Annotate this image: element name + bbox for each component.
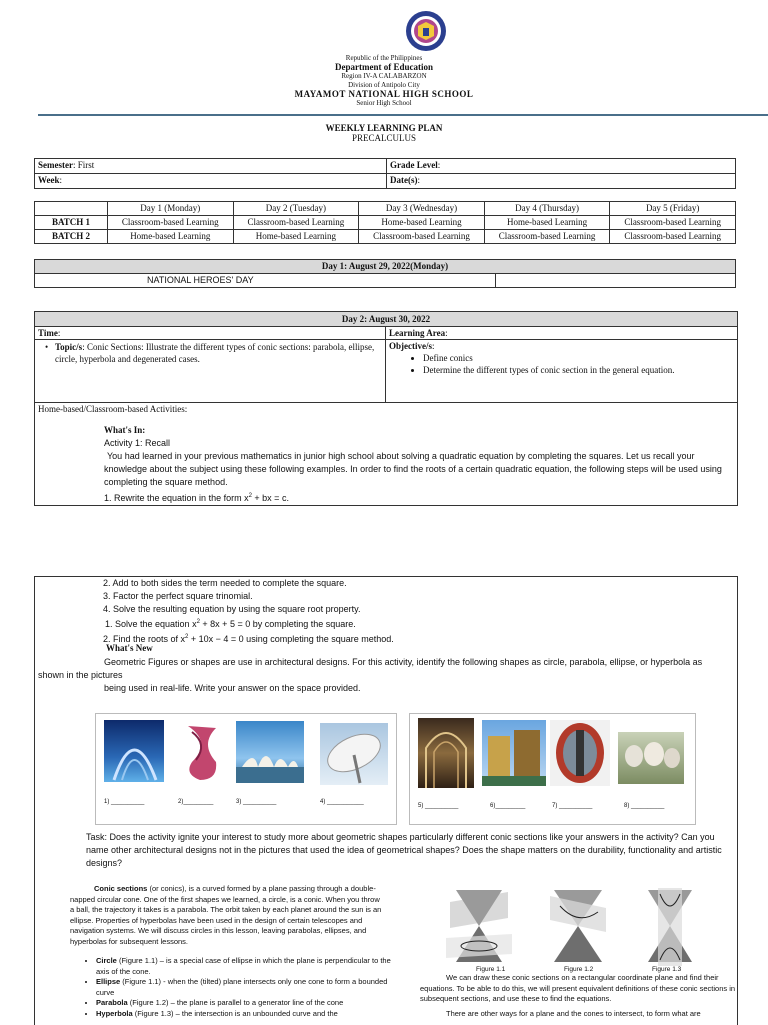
objectives-colon: : xyxy=(432,341,435,351)
day2-heading: Day 2: August 30, 2022 xyxy=(35,312,737,327)
building-photo-4 xyxy=(320,723,388,785)
topic-text: : Conic Sections: Illustrate the different types of conic sections: parabola, ellipse, circle, hyperbola and degenerated cases. xyxy=(55,342,375,364)
schedule-cell: Classroom-based Learning xyxy=(359,230,485,244)
cone-figure-2 xyxy=(548,888,608,966)
batch-label: BATCH 2 xyxy=(35,230,108,244)
topic-label: Topic/s xyxy=(55,342,83,352)
building-photo-3 xyxy=(236,721,304,783)
day1-heading: Day 1: August 29, 2022(Monday) xyxy=(35,260,736,274)
answer-blank[interactable]: 7) __________ xyxy=(552,803,593,809)
objective-item: • Define conics xyxy=(423,352,739,364)
schedule-table xyxy=(34,201,736,244)
batch-label: BATCH 1 xyxy=(35,216,108,230)
answer-blank[interactable]: 2)_________ xyxy=(178,799,214,805)
objectives-label: Objective/s xyxy=(389,341,432,351)
building-photo-6 xyxy=(482,720,546,786)
day-header: Day 2 (Tuesday) xyxy=(233,202,359,216)
schedule-cell: Home-based Learning xyxy=(108,230,234,244)
schedule-cell: Home-based Learning xyxy=(233,230,359,244)
plan-title: WEEKLY LEARNING PLAN xyxy=(325,123,443,133)
whats-new-heading: What's New xyxy=(106,643,153,653)
header-region: Region IV-A CALABARZON xyxy=(341,72,427,80)
conic-right-paragraph: We can draw these conic sections on a rectangular coordinate plane and find their equations. To be able to do this, we will present equivalent definitions of these conic sections in subsequent sections, and use these to find the equations. xyxy=(420,973,736,1003)
schedule-cell: Classroom-based Learning xyxy=(233,216,359,230)
schedule-cell: Classroom-based Learning xyxy=(108,216,234,230)
conic-right-paragraph-2: There are other ways for a plane and the cones to intersect, to form what are xyxy=(446,1009,701,1018)
header-division: Division of Antipolo City xyxy=(348,81,420,89)
info-table xyxy=(34,158,736,189)
building-photo-1 xyxy=(104,720,164,782)
figure-caption: Figure 1.2 xyxy=(564,966,594,973)
schedule-cell: Home-based Learning xyxy=(484,216,610,230)
conic-text: (or conics), is a curved formed by a plane passing through a double-napped circular cone. One of the first shapes we learned, a circle, is a conic. When you throw a ball, the trajectory it takes is a parabola. The orbit taken by each planet around the sun is an ellipse. Properties of hyperbolas have been used in the design of certain telescopes and navigation systems. We will discuss circles in this lesson, leaving parabolas, ellipses, and hyperbolas for subsequent lessons. xyxy=(70,884,382,946)
conic-item: • Parabola (Figure 1.2) – the plane is parallel to a generator line of the cone xyxy=(96,998,396,1009)
cone-figure-1 xyxy=(446,888,512,966)
time-label: Time xyxy=(38,328,58,338)
whats-new-paragraph-2: being used in real-life. Write your answer on the space provided. xyxy=(104,683,361,693)
activity-title: Activity 1: Recall xyxy=(104,438,171,448)
conic-lead: Conic sections xyxy=(94,884,148,893)
conic-item: • Hyperbola (Figure 1.3) – the intersection is an unbounded curve and the xyxy=(96,1009,396,1020)
cone-figure-3 xyxy=(642,888,698,966)
example1-sup: 2 xyxy=(196,619,200,625)
area-value: : xyxy=(445,328,448,338)
grade-value: : xyxy=(437,160,441,170)
example2-text: 2. Find the roots of x xyxy=(103,634,186,644)
schedule-cell: Classroom-based Learning xyxy=(610,230,736,244)
example2-end: + 10x − 4 = 0 using completing the square method. xyxy=(188,634,394,644)
day-header: Day 5 (Friday) xyxy=(610,202,736,216)
header-divider xyxy=(38,114,768,116)
day1-table xyxy=(34,259,736,288)
step1-text: 1. Rewrite the equation in the form x xyxy=(104,493,249,503)
step1-sup: 2 xyxy=(248,493,252,499)
step-item: 2. Add to both sides the term needed to complete the square. xyxy=(103,578,347,588)
conic-paragraph xyxy=(70,884,382,947)
schedule-cell: Classroom-based Learning xyxy=(610,216,736,230)
whats-in-heading: What's In xyxy=(104,425,143,435)
objective-item: • Determine the different types of conic section in the general equation. xyxy=(423,364,739,376)
day2-section: Day 2: August 30, 2022 Time: Learning Area: • Topic/s: Conic Sections: Illustrate the different types of conic sections: parabola, ellipse, circle, hyperbola and degenerated cases. Objective/s: • Define conics • Determine the different types of conic section in the general equation. Home-based/Classroom-based Activities: What's In: Activity 1: Recall You had learned in your previous mathematics in junior high school about solving a quadratic equation by completing the squares. Let us recall your knowledge about the subject using these following examples. In order to find the roots of a certain quadratic equation, the following steps will be used using completing the square method. 1. Rewrite the equation in the form $x^2$ + bx = c. xyxy=(34,311,738,506)
week-value: : xyxy=(59,175,63,185)
answer-blank[interactable]: 3) __________ xyxy=(236,799,277,805)
semester-label: Semester xyxy=(38,160,73,170)
building-photo-5 xyxy=(418,718,474,788)
whats-in-paragraph: You had learned in your previous mathematics in junior high school about solving a quadratic equation by completing the squares. Let us recall your knowledge about the subject using these following examples. In order to find the roots of a certain quadratic equation, the following steps will be used using completing the square method. xyxy=(104,451,722,487)
step-item: 4. Solve the resulting equation by using the square root property. xyxy=(103,604,361,614)
header-republic: Republic of the Philippines xyxy=(345,54,423,62)
answer-blank[interactable]: 8) __________ xyxy=(624,803,665,809)
schedule-cell: Home-based Learning xyxy=(359,216,485,230)
day-header: Day 3 (Wednesday) xyxy=(359,202,485,216)
schedule-cell: Classroom-based Learning xyxy=(484,230,610,244)
time-value: : xyxy=(57,328,61,338)
figure-caption: Figure 1.1 xyxy=(476,966,506,973)
building-photo-7 xyxy=(550,720,610,786)
conic-list xyxy=(82,956,396,1019)
answer-blank[interactable]: 4) ___________ xyxy=(320,799,364,805)
step1-end: + bx = c. xyxy=(251,493,289,503)
example1-text: 1. Solve the equation x xyxy=(105,619,197,629)
header-department: Department of Education xyxy=(335,62,433,72)
figure-caption: Figure 1.3 xyxy=(652,966,682,973)
task-paragraph: Task: Does the activity ignite your interest to study more about geometric shapes particularly different conic sections like your answers in the activity? Can you name other architectural designs not in the pictures that used the idea of geometrical shapes? Does the shape matters on the durability, functionality and artistic designs? xyxy=(86,832,722,868)
plan-subject: PRECALCULUS xyxy=(351,133,416,143)
day-header: Day 4 (Thursday) xyxy=(484,202,610,216)
answer-blank[interactable]: 5) __________ xyxy=(418,803,459,809)
day1-note: NATIONAL HEROES' DAY xyxy=(147,275,254,285)
activities-label: Home-based/Classroom-based Activities: xyxy=(38,404,188,414)
area-label: Learning Area xyxy=(389,328,446,338)
whats-new-paragraph: Geometric Figures or shapes are use in architectural designs. For this activity, identify the following shapes as circle, parabola, ellipse, or hyperbola as shown in the pictures xyxy=(38,657,703,680)
conic-item: • Circle (Figure 1.1) – is a special case of ellipse in which the plane is perpendicular to the axis of the cone. xyxy=(96,956,396,977)
answer-blank[interactable]: 1) __________ xyxy=(104,799,145,805)
step-item: 3. Factor the perfect square trinomial. xyxy=(103,591,253,601)
week-label: Week xyxy=(38,175,60,185)
building-photo-8 xyxy=(618,732,684,784)
semester-value: : First xyxy=(72,160,95,170)
dates-value: : xyxy=(417,175,421,185)
deped-seal xyxy=(405,10,447,52)
day-header: Day 1 (Monday) xyxy=(108,202,234,216)
grade-label: Grade Level xyxy=(390,160,438,170)
answer-blank[interactable]: 6)_________ xyxy=(490,803,526,809)
conic-item: • Ellipse (Figure 1.1) - when the (tilted) plane intersects only one cone to form a bounded curve xyxy=(96,977,396,998)
header-school: MAYAMOT NATIONAL HIGH SCHOOL xyxy=(294,89,474,99)
example1-end: + 8x + 5 = 0 by completing the square. xyxy=(199,619,356,629)
dates-label: Date(s) xyxy=(390,175,418,185)
building-photo-2 xyxy=(178,722,226,784)
whats-in-colon: : xyxy=(142,425,146,435)
header-level: Senior High School xyxy=(356,99,412,107)
example2-sup: 2 xyxy=(185,634,189,640)
